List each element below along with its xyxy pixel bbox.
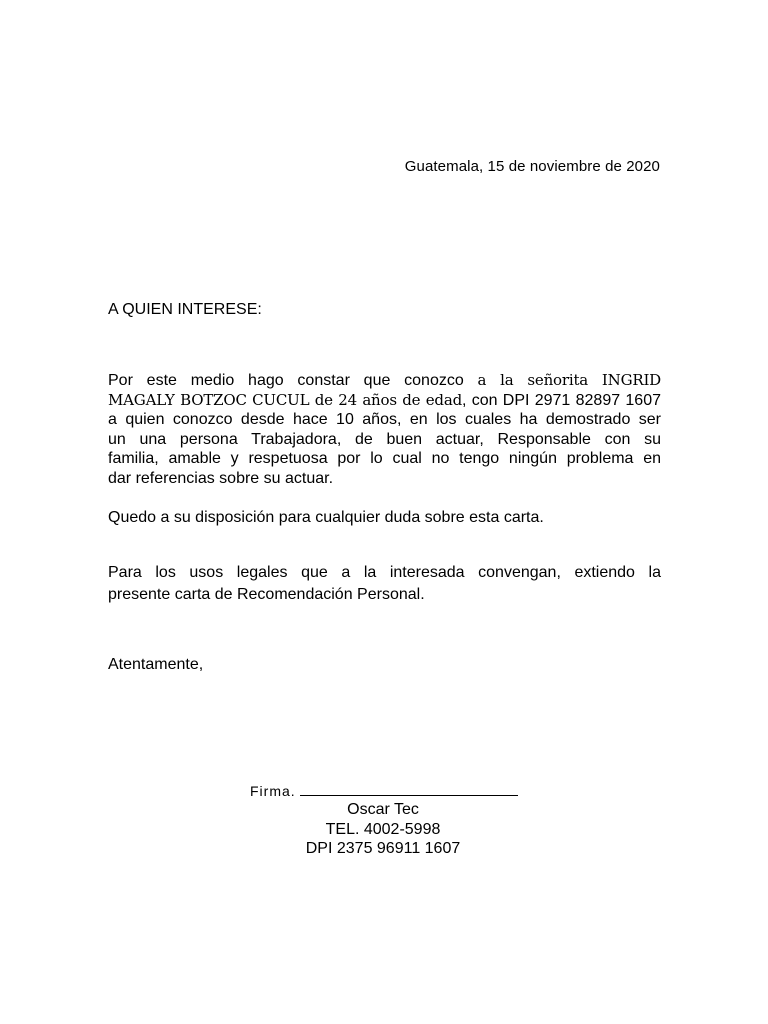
letter-body (108, 371, 661, 488)
signature-block (250, 783, 518, 799)
signer-details (258, 800, 508, 859)
letter-greeting: A QUIEN INTERESE: (108, 301, 262, 318)
closing: Atentamente, (108, 656, 204, 673)
body-line-2 (108, 391, 661, 411)
signature-label: Firma. (250, 783, 296, 799)
body-line-2-serif: MAGALY BOTZOC CUCUL de 24 años de edad (108, 390, 462, 409)
legal-line-2: presente carta de Recomendación Personal. (108, 586, 425, 603)
signer-phone: TEL. 4002-5998 (325, 820, 441, 838)
body-line-1-serif: a la señorita INGRID (477, 371, 661, 389)
body-line-1 (108, 371, 661, 391)
legal-line-1: Para los usos legales que a la interesada convengan, extiendo la (108, 564, 661, 581)
body-line-1-sans: Por este medio hago constar que conozco (108, 372, 478, 389)
signer-name: Oscar Tec (347, 801, 419, 818)
signature-line (300, 783, 518, 796)
body-line-2-sans: , con DPI 2971 82897 1607 (461, 391, 661, 409)
legal-statement (108, 562, 661, 606)
letter-date: Guatemala, 15 de noviembre de 2020 (404, 158, 660, 175)
signer-dpi: DPI 2375 96911 1607 (305, 840, 461, 857)
body-line-5: familia, amable y respetuosa por lo cual no tengo ningún problema en (108, 450, 661, 467)
body-line-4: un una persona Trabajadora, de buen actuar, Responsable con su (108, 430, 661, 448)
body-line-6: dar referencias sobre su actuar. (108, 469, 334, 487)
body-line-3: a quien conozco desde hace 10 años, en los cuales ha demostrado ser (108, 411, 661, 428)
availability-statement: Quedo a su disposición para cualquier duda sobre esta carta. (108, 509, 544, 526)
